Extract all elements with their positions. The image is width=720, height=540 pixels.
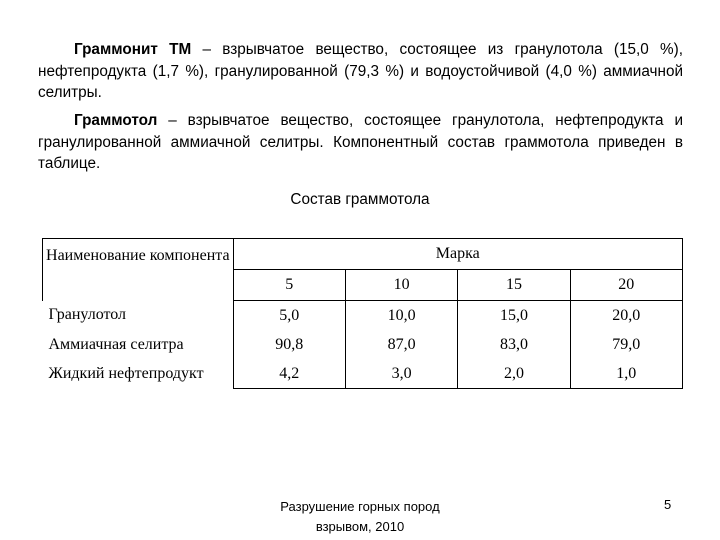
grade-header-15: 15: [458, 270, 570, 301]
table-cell: 10,0: [345, 301, 457, 331]
table-row: [43, 301, 683, 331]
term-grammotol: Граммотол: [74, 112, 158, 129]
table-cell: 83,0: [458, 330, 570, 359]
table-row: [43, 359, 683, 389]
grade-group-header: Марка: [233, 239, 682, 270]
table-header-row: [43, 239, 683, 270]
table-cell: 3,0: [345, 359, 457, 389]
composition-table: [42, 238, 683, 389]
row-name: Гранулотол: [48, 306, 127, 324]
row-name: Жидкий нефтепродукт: [48, 364, 204, 382]
grade-header-20: 20: [570, 270, 682, 301]
table-title: Состав граммотола: [290, 191, 430, 208]
table-cell: 2,0: [458, 359, 570, 389]
table-cell: 15,0: [458, 301, 570, 331]
table-cell: 90,8: [233, 330, 345, 359]
table-cell: 79,0: [570, 330, 682, 359]
paragraph-grammotol-text: – взрывчатое вещество, состоящее гранулотола, нефтепродукта и гранулированной аммиачной селитры. Компонентный состав граммотола приведен в таблице.: [38, 112, 683, 172]
name-column-header: Наименование компонента: [43, 239, 234, 301]
table-cell: 4,2: [233, 359, 345, 389]
paragraph-grammotol: [38, 110, 683, 175]
page-number: 5: [664, 497, 672, 512]
table-cell: 1,0: [570, 359, 682, 389]
table-row: [43, 330, 683, 359]
table-cell: 87,0: [345, 330, 457, 359]
grade-header-5: 5: [233, 270, 345, 301]
footer-line-2: взрывом, 2010: [315, 519, 405, 534]
footer-line-1: Разрушение горных пород: [280, 499, 440, 514]
grade-header-10: 10: [345, 270, 457, 301]
paragraph-grammonit: [38, 39, 683, 104]
row-name: Аммиачная селитра: [48, 335, 184, 353]
table-cell: 5,0: [233, 301, 345, 331]
paragraph-grammonit-text: – взрывчатое вещество, состоящее из гранулотола (15,0 %), нефтепродукта (1,7 %), гранулированной (79,3 %) и водоустойчивой (4,0 %) аммиачной селитры.: [38, 41, 684, 101]
term-grammonit: Граммонит ТМ: [74, 41, 192, 58]
footer-source: [250, 497, 470, 537]
table-cell: 20,0: [570, 301, 682, 331]
